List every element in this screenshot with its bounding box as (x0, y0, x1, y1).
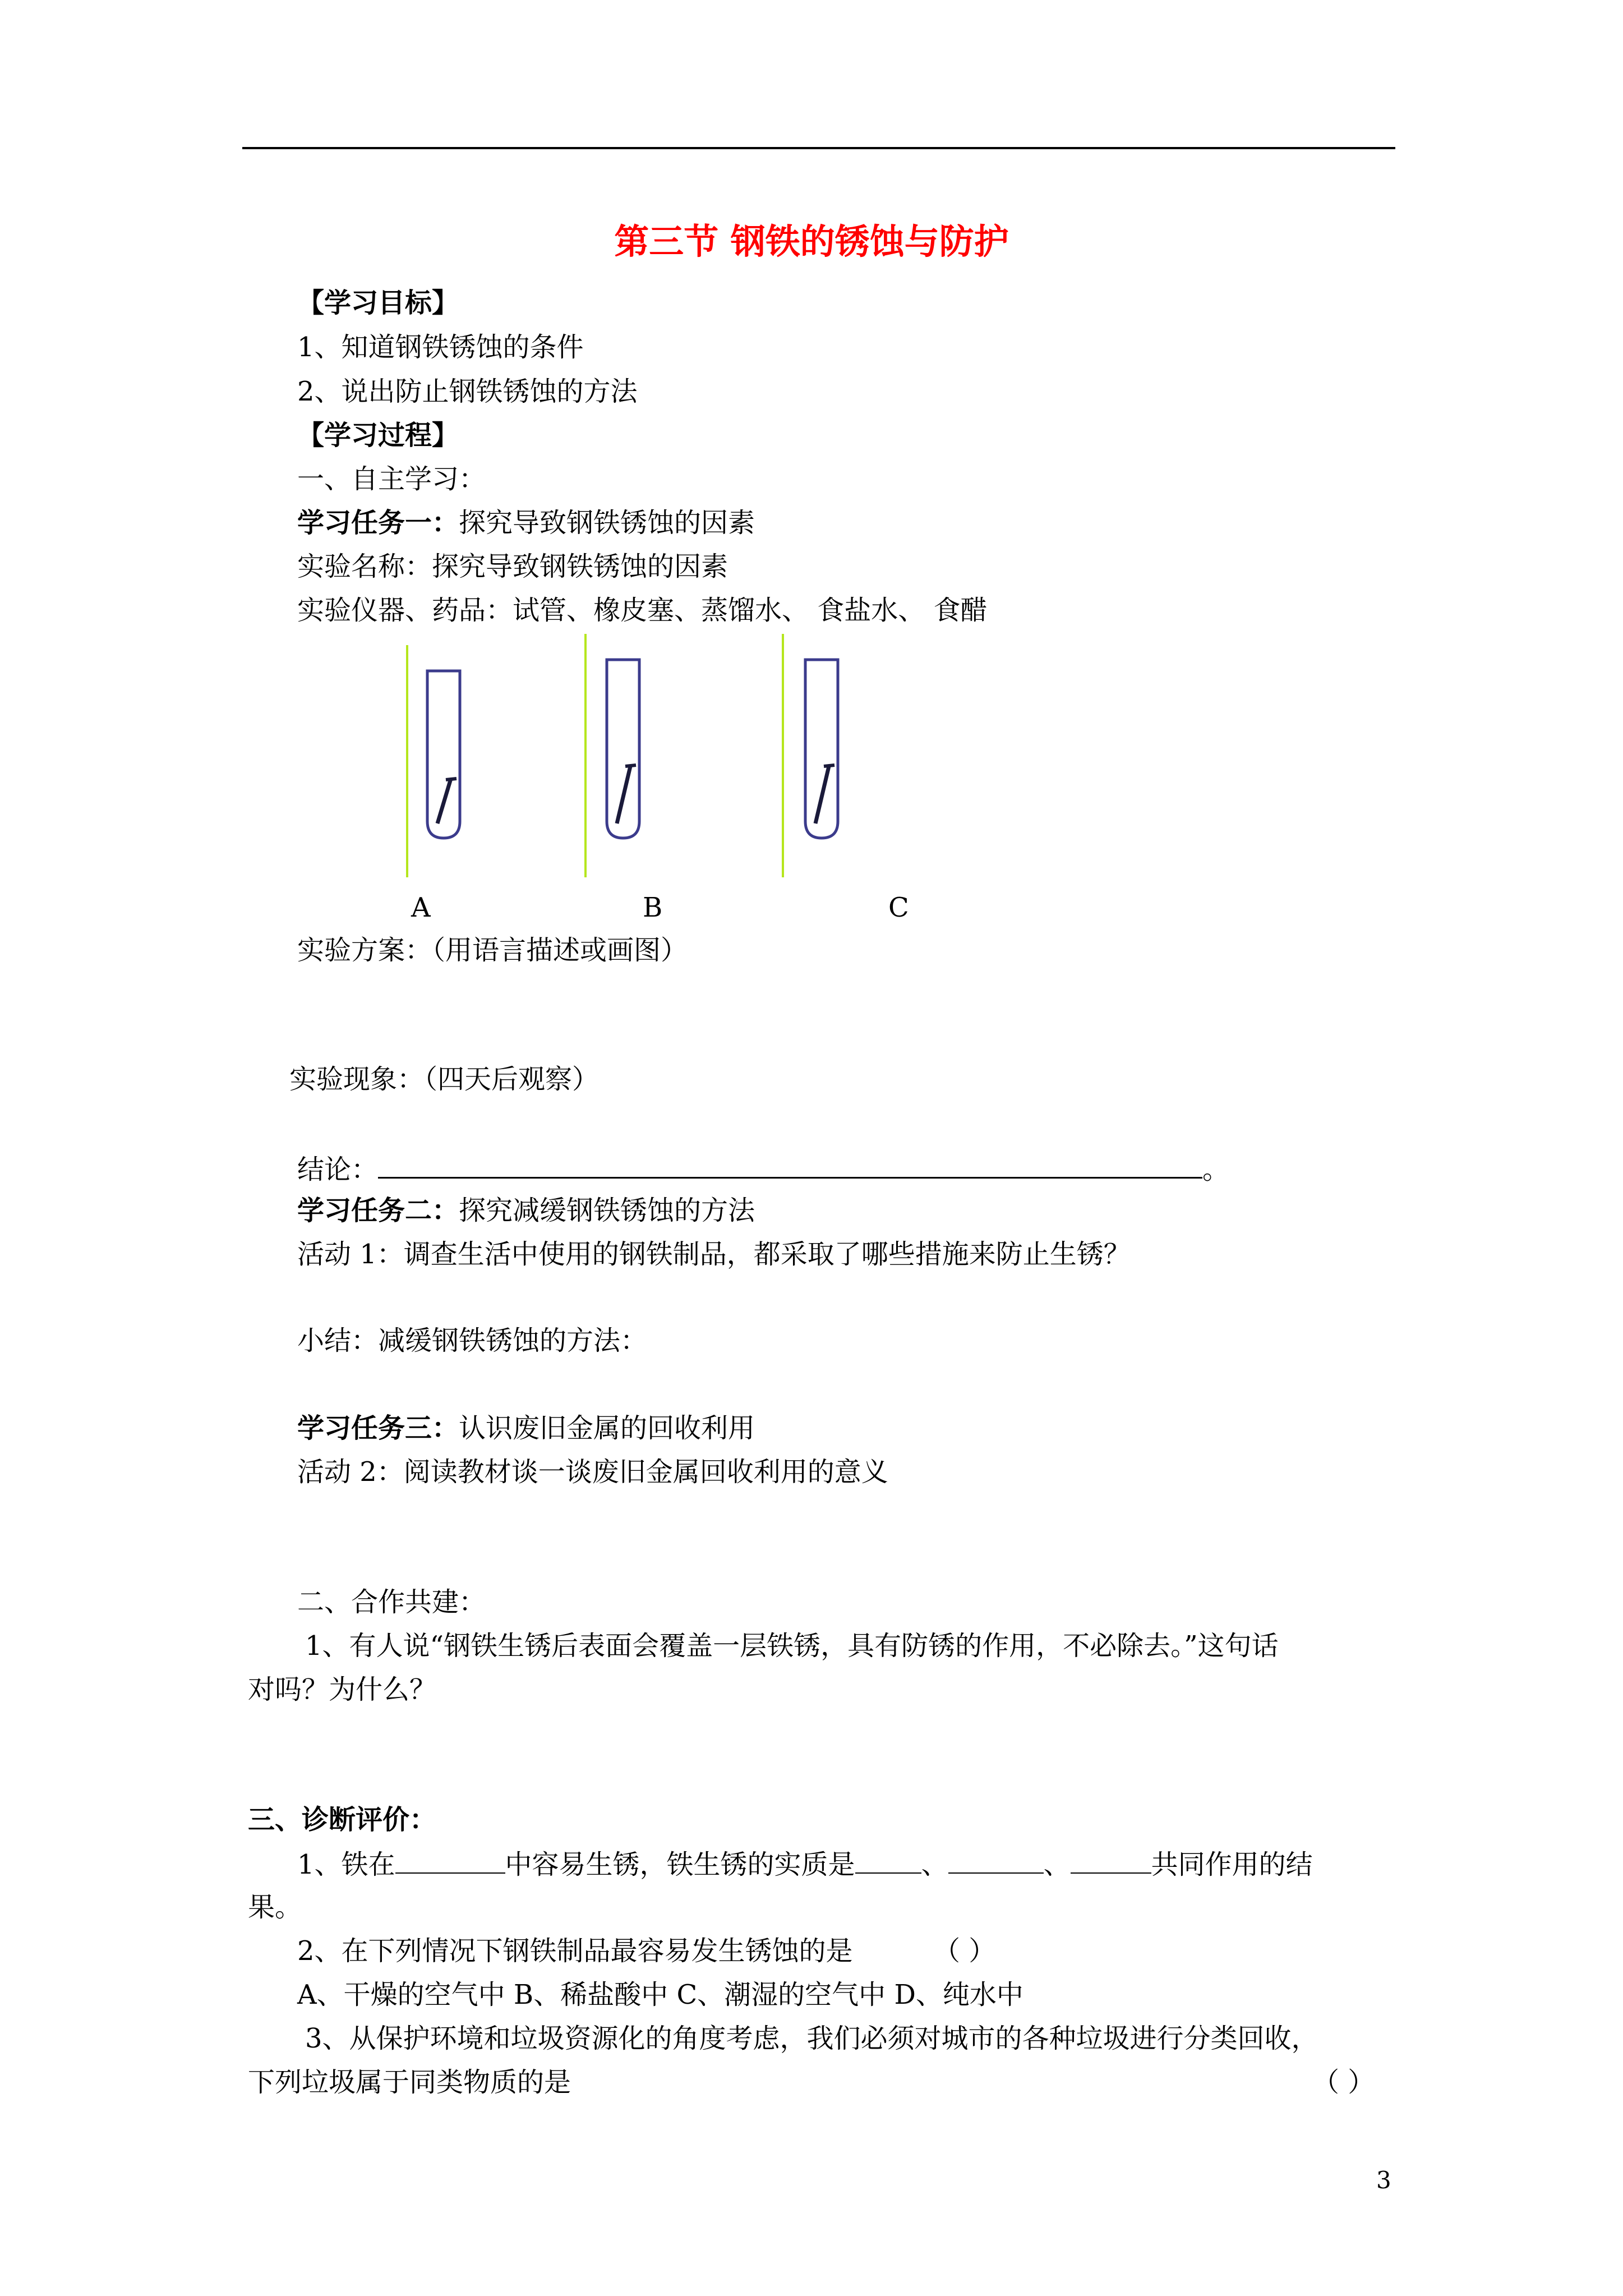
tube-label-b: B (643, 892, 663, 923)
summary: 小结：减缓钢铁锈蚀的方法： (297, 1325, 648, 1356)
cooperate-heading: 二、合作共建： (297, 1586, 486, 1618)
task2-text: 探究减缓钢铁锈蚀的方法 (459, 1195, 755, 1226)
task3-text: 认识废旧金属的回收利用 (459, 1412, 755, 1444)
test-tubes-figure (393, 628, 897, 886)
tube-label-c: C (888, 892, 909, 923)
eval-q1-sep-2: 、 (1043, 1849, 1071, 1880)
task3-line (297, 1412, 755, 1444)
tube-label-a: A (411, 892, 431, 923)
eval-q1-text-c: 共同作用的结 (1151, 1849, 1313, 1880)
eval-q1-blank-4[interactable] (1071, 1848, 1151, 1874)
evaluate-question-2: 2、在下列情况下钢铁制品最容易发生锈蚀的是 (297, 1935, 853, 1967)
process-heading: 【学习过程】 (297, 420, 459, 451)
eval-q1-blank-3[interactable] (948, 1848, 1044, 1874)
tube-b-outline (607, 660, 639, 838)
conclusion-end: 。 (1202, 1154, 1230, 1185)
tube-b-nail-head (625, 765, 636, 766)
activity-1: 活动 1：调查生活中使用的钢铁制品，都采取了哪些措施来防止生锈？ (297, 1239, 1131, 1270)
evaluate-question-2-answer[interactable]: （ ） (933, 1935, 996, 1967)
experiment-materials: 实验仪器、药品：试管、橡皮塞、蒸馏水、 食盐水、 食醋 (297, 595, 988, 626)
test-tube-b (585, 634, 639, 877)
tube-c-outline (805, 660, 838, 838)
task1-line (297, 507, 755, 539)
page-number: 3 (1376, 2166, 1391, 2194)
task3-label: 学习任务三： (297, 1412, 459, 1444)
conclusion-blank[interactable] (378, 1152, 1202, 1179)
objective-item-1: 1、知道钢铁锈蚀的条件 (297, 332, 584, 363)
tube-c-nail-head (824, 765, 834, 766)
conclusion-line (297, 1152, 1229, 1185)
task1-label: 学习任务一： (297, 507, 459, 539)
evaluate-question-3-answer[interactable]: （ ） (1312, 2067, 1375, 2098)
evaluate-question-2-options: A、干燥的空气中 B、稀盐酸中 C、潮湿的空气中 D、纯水中 (297, 1979, 1023, 2010)
eval-q1-text-b: 中容易生锈，铁生锈的实质是 (505, 1849, 855, 1880)
experiment-phenomenon: 实验现象：（四天后观察） (289, 1064, 600, 1095)
eval-q1-blank-2[interactable] (855, 1848, 921, 1874)
evaluate-heading: 三、诊断评价： (248, 1804, 437, 1835)
eval-q1-text-a: 1、铁在 (297, 1849, 395, 1880)
task2-label: 学习任务二： (297, 1195, 459, 1226)
part1-heading: 一、自主学习： (297, 463, 486, 495)
evaluate-question-1-cont: 果。 (248, 1892, 302, 1923)
header-rule (242, 147, 1395, 149)
activity-2: 活动 2：阅读教材谈一谈废旧金属回收利用的意义 (297, 1456, 888, 1488)
evaluate-question-3-cont: 下列垃圾属于同类物质的是 (248, 2067, 571, 2098)
evaluate-question-3: 3、从保护环境和垃圾资源化的角度考虑，我们必须对城市的各种垃圾进行分类回收， (305, 2023, 1318, 2054)
evaluate-question-1 (297, 1848, 1313, 1880)
experiment-name: 实验名称：探究导致钢铁锈蚀的因素 (297, 551, 728, 582)
cooperate-question-1-cont: 对吗？为什么？ (248, 1674, 437, 1705)
task1-text: 探究导致钢铁锈蚀的因素 (459, 507, 755, 539)
objective-item-2: 2、说出防止钢铁锈蚀的方法 (297, 376, 638, 407)
experiment-plan: 实验方案：（用语言描述或画图） (297, 935, 688, 966)
conclusion-label: 结论： (297, 1154, 379, 1185)
eval-q1-blank-1[interactable] (395, 1848, 505, 1874)
objectives-heading: 【学习目标】 (297, 287, 459, 319)
task2-line (297, 1195, 755, 1226)
page-title: 第三节 钢铁的锈蚀与防护 (614, 221, 1009, 262)
tube-a-outline (427, 671, 460, 838)
test-tubes-drawing (393, 628, 897, 886)
eval-q1-sep-1: 、 (921, 1849, 948, 1880)
cooperate-question-1: 1、有人说“钢铁生锈后表面会覆盖一层铁锈，具有防锈的作用，不必除去。”这句话 (305, 1630, 1279, 1662)
test-tube-c (783, 634, 838, 877)
test-tube-a (407, 645, 460, 877)
tube-a-nail-head (446, 779, 457, 780)
